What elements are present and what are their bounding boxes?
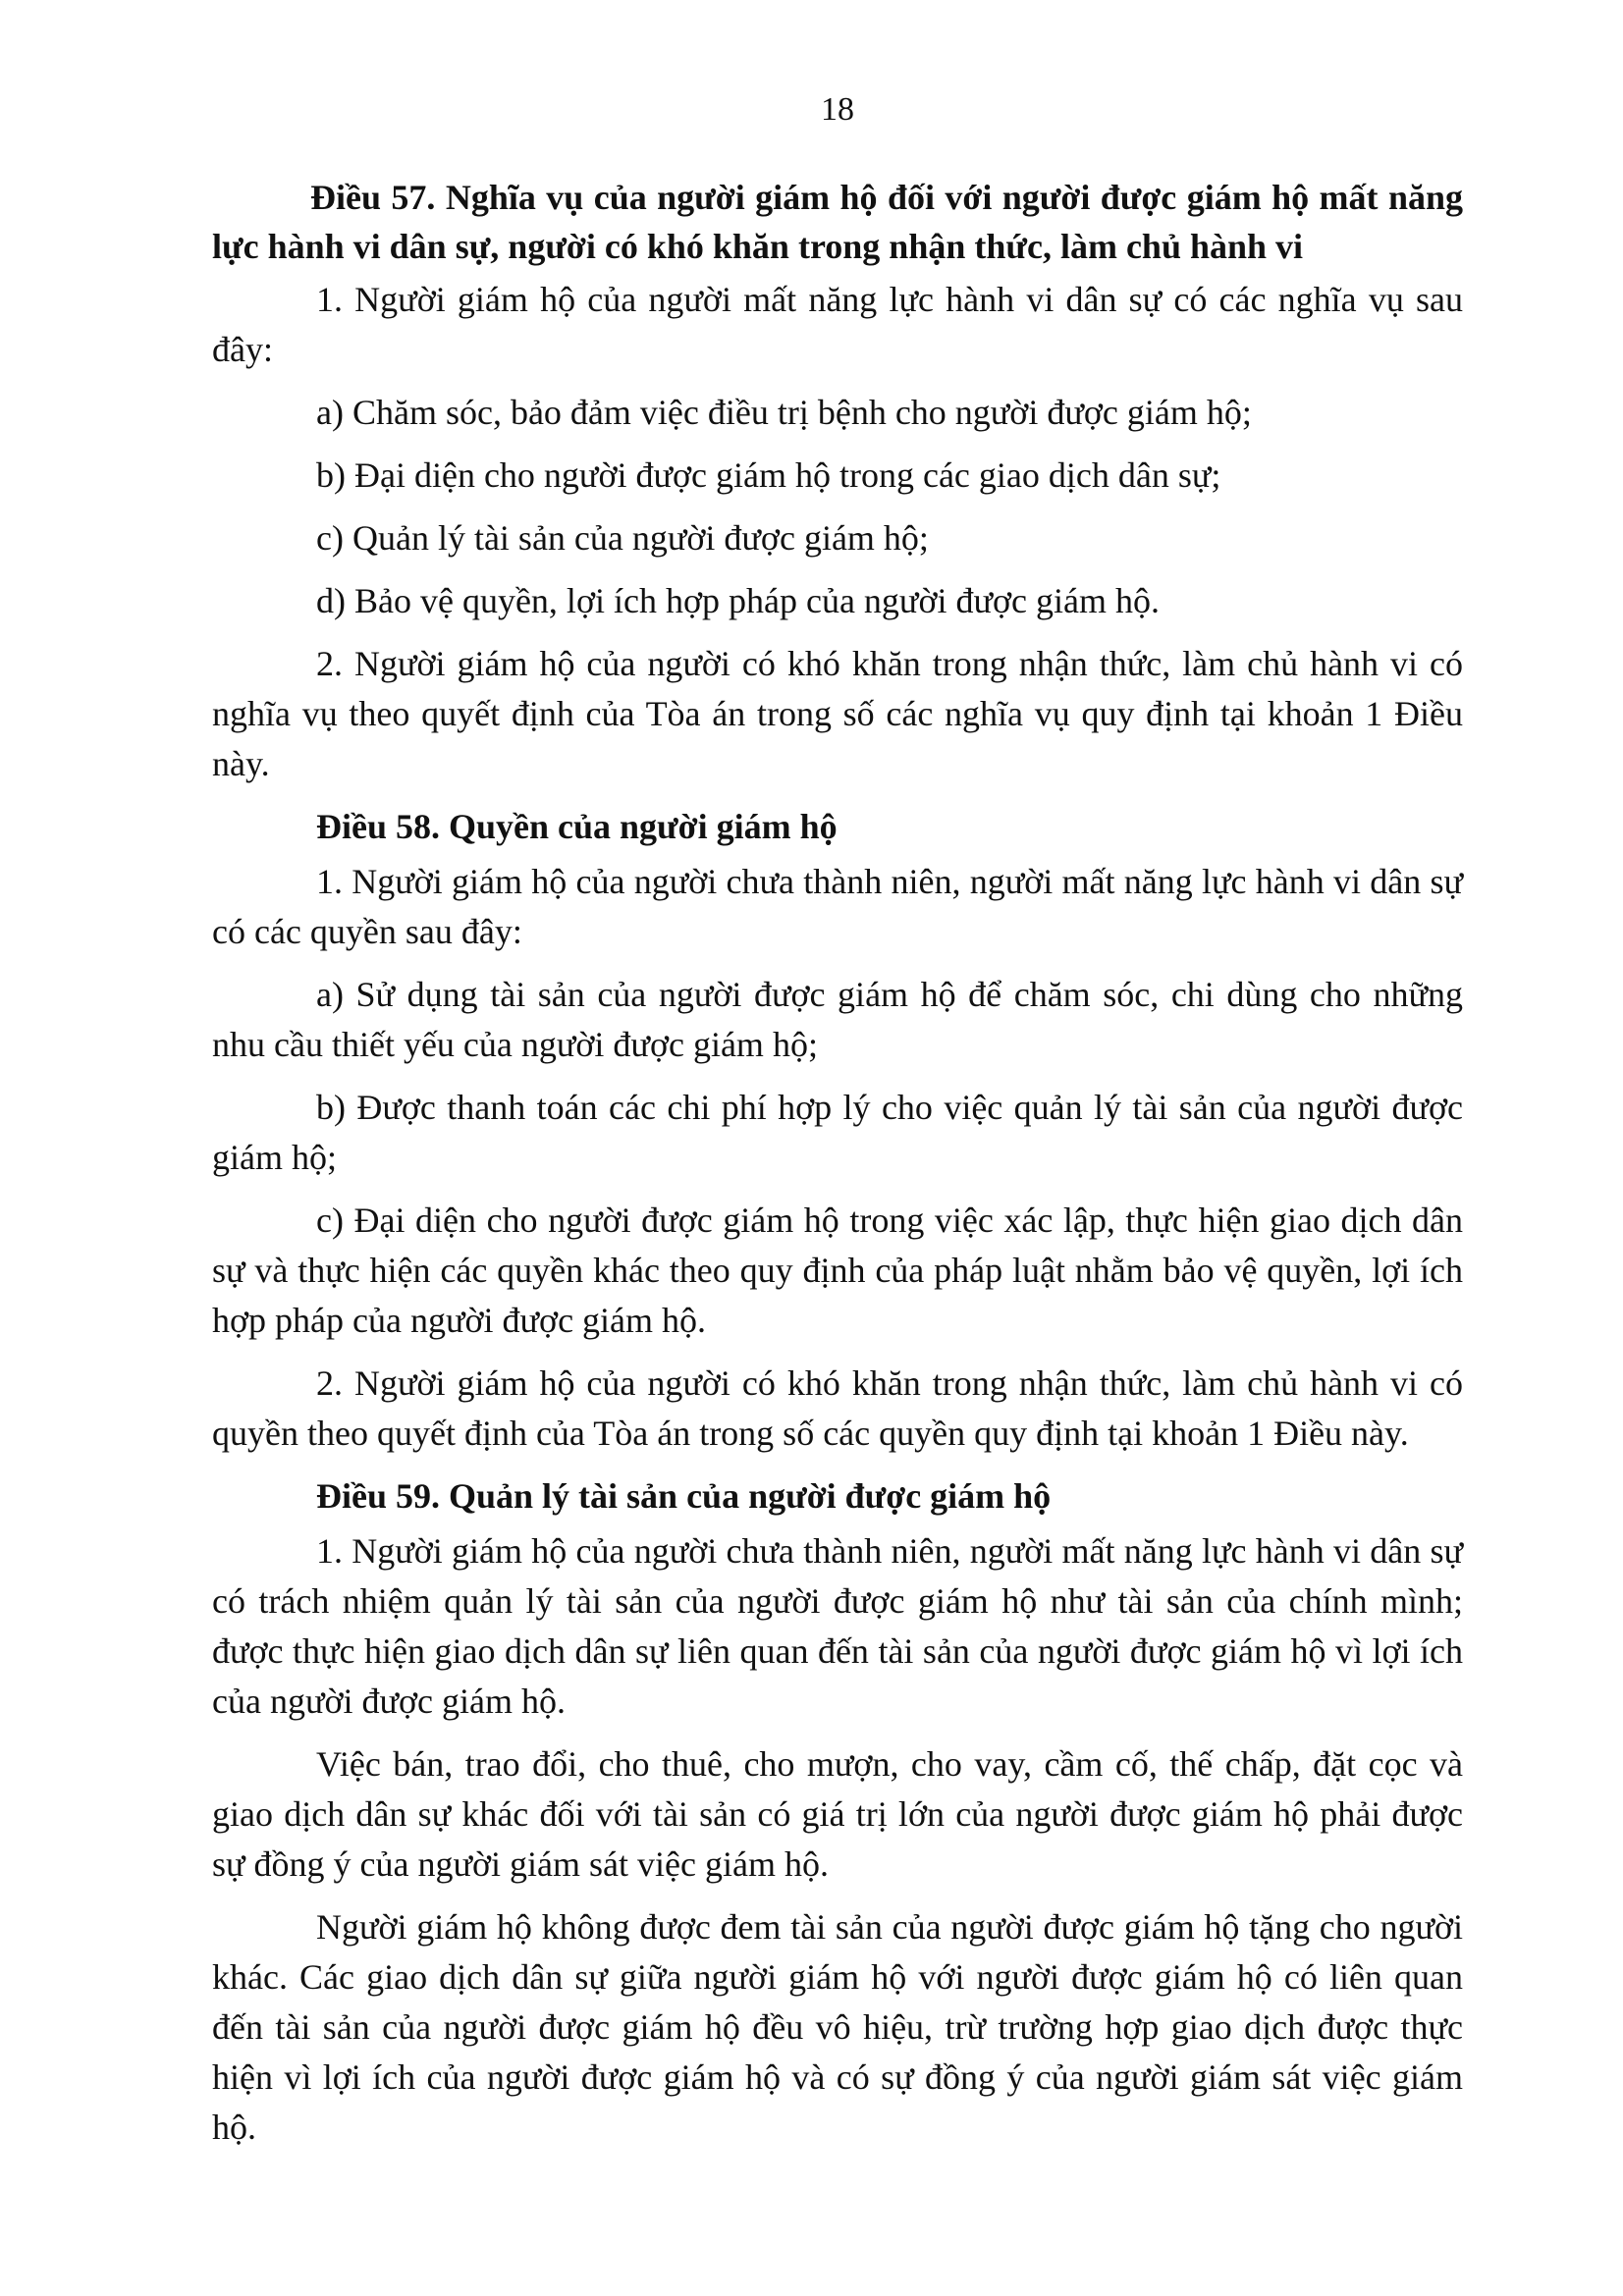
list-item: a) Sử dụng tài sản của người được giám hộ để chăm sóc, chi dùng cho những nhu cầu thiết yếu của người được giám hộ; <box>212 975 1463 1064</box>
list-item: d) Bảo vệ quyền, lợi ích hợp pháp của người được giám hộ. <box>316 581 1160 620</box>
list-item: c) Đại diện cho người được giám hộ trong việc xác lập, thực hiện giao dịch dân sự và thực hiện các quyền khác theo quy định của pháp luật nhằm bảo vệ quyền, lợi ích hợp pháp của người được giám hộ. <box>212 1201 1463 1340</box>
clause-paragraph: Việc bán, trao đổi, cho thuê, cho mượn, cho vay, cầm cố, thế chấp, đặt cọc và giao dịch dân sự khác đối với tài sản có giá trị lớn của người được giám hộ phải được sự đồng ý của người giám sát việc giám hộ. <box>212 1744 1463 1884</box>
clause-paragraph: 2. Người giám hộ của người có khó khăn trong nhận thức, làm chủ hành vi có nghĩa vụ theo quyết định của Tòa án trong số các nghĩa vụ quy định tại khoản 1 Điều này. <box>212 644 1463 783</box>
article-58 <box>212 802 1463 1459</box>
list-item: c) Quản lý tài sản của người được giám hộ; <box>316 518 929 558</box>
clause-paragraph: 1. Người giám hộ của người chưa thành niên, người mất năng lực hành vi dân sự có các quyền sau đây: <box>212 862 1463 951</box>
clause-paragraph: 1. Người giám hộ của người chưa thành niên, người mất năng lực hành vi dân sự có trách nhiệm quản lý tài sản của người được giám hộ như tài sản của chính mình; được thực hiện giao dịch dân sự liên quan đến tài sản của người được giám hộ vì lợi ích của người được giám hộ. <box>212 1531 1463 1721</box>
article-title: Điều 59. Quản lý tài sản của người được giám hộ <box>316 1476 1052 1516</box>
list-item: a) Chăm sóc, bảo đảm việc điều trị bệnh cho người được giám hộ; <box>316 393 1252 432</box>
list-item: b) Đại diện cho người được giám hộ trong các giao dịch dân sự; <box>316 455 1221 495</box>
page-number: 18 <box>821 91 854 128</box>
list-item: b) Được thanh toán các chi phí hợp lý cho việc quản lý tài sản của người được giám hộ; <box>212 1088 1463 1177</box>
article-57 <box>212 173 1463 789</box>
article-title: Điều 57. Nghĩa vụ của người giám hộ đối với người được giám hộ mất năng lực hành vi dân sự, người có khó khăn trong nhận thức, làm chủ hành vi <box>212 178 1463 266</box>
clause-paragraph: 1. Người giám hộ của người mất năng lực hành vi dân sự có các nghĩa vụ sau đây: <box>212 280 1463 369</box>
article-title: Điều 58. Quyền của người giám hộ <box>316 807 838 846</box>
article-59 <box>212 1471 1463 2153</box>
clause-paragraph: Người giám hộ không được đem tài sản của người được giám hộ tặng cho người khác. Các giao dịch dân sự giữa người giám hộ với người được giám hộ có liên quan đến tài sản của người được giám hộ đều vô hiệu, trừ trường hợp giao dịch được thực hiện vì lợi ích của người được giám hộ và có sự đồng ý của người giám sát việc giám hộ. <box>212 1907 1463 2147</box>
clause-paragraph: 2. Người giám hộ của người có khó khăn trong nhận thức, làm chủ hành vi có quyền theo quyết định của Tòa án trong số các quyền quy định tại khoản 1 Điều này. <box>212 1363 1463 1453</box>
document-page <box>212 90 1463 2165</box>
